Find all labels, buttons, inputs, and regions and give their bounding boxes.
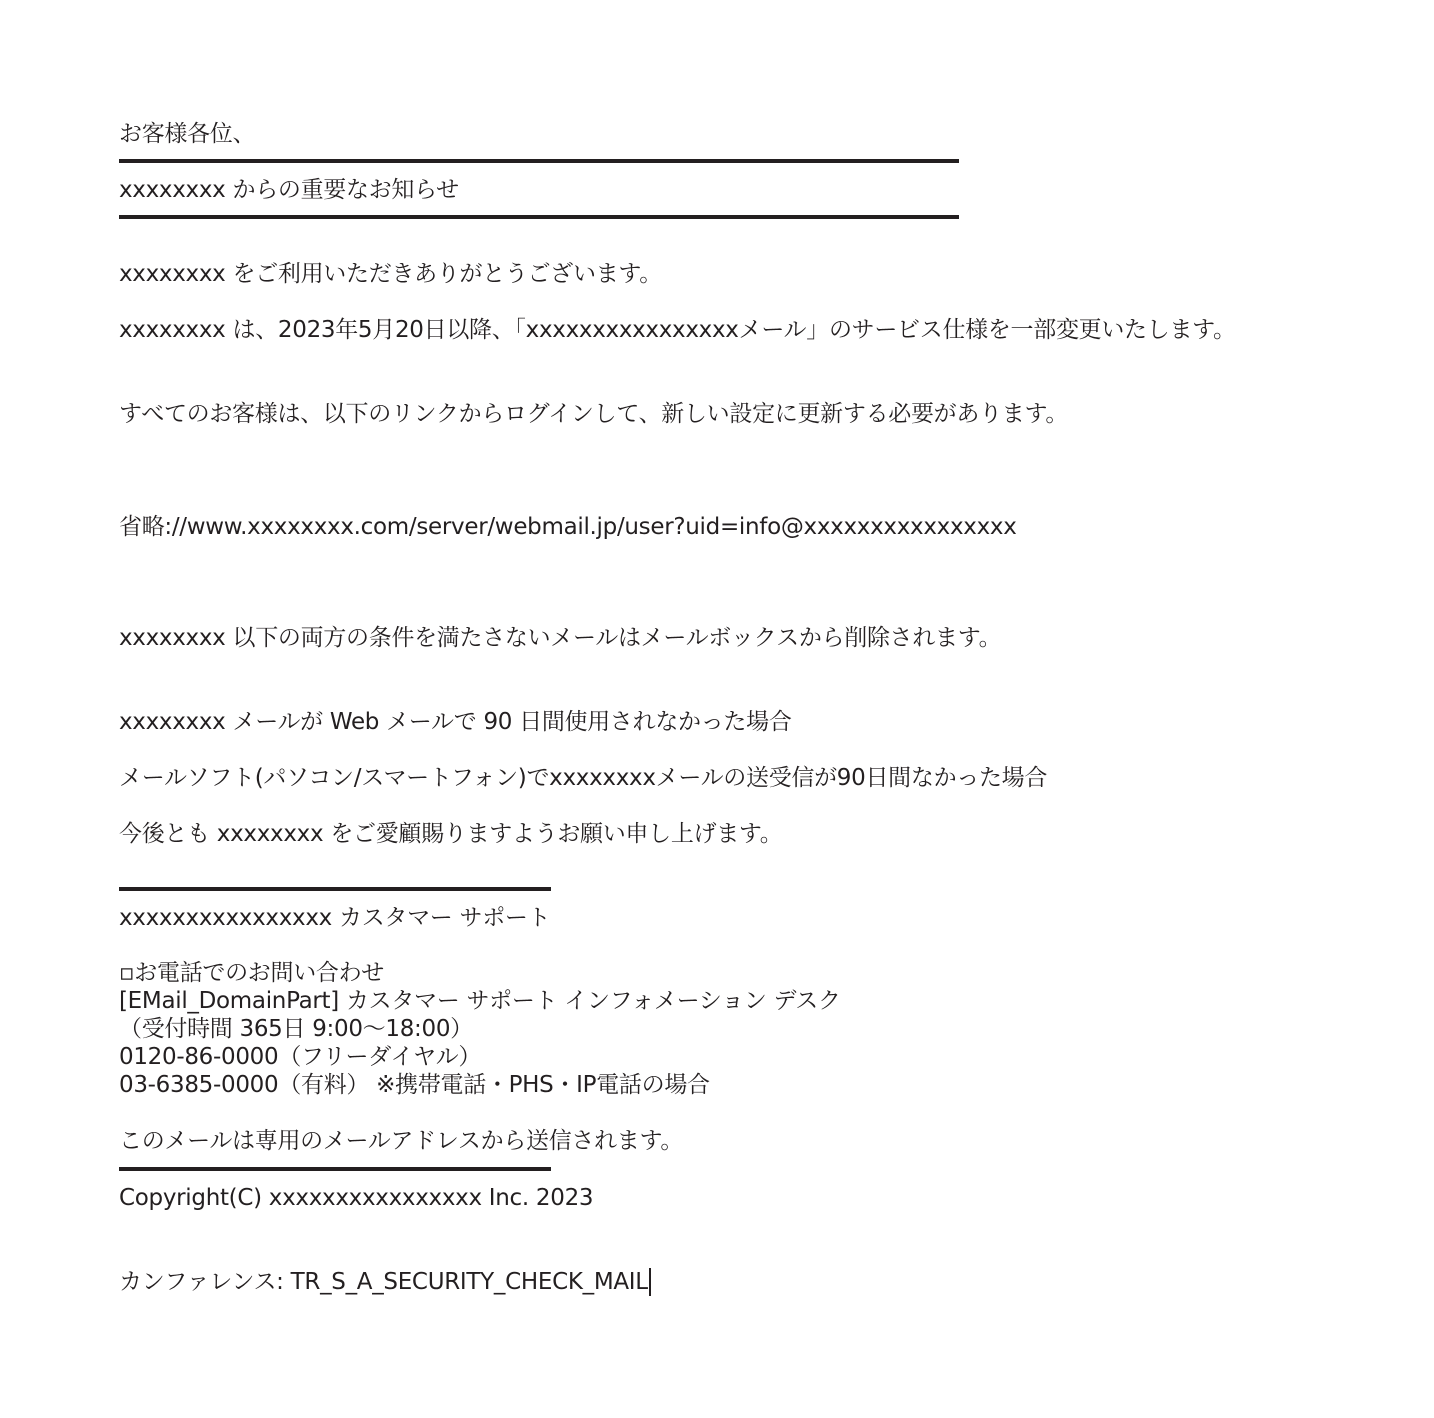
change-notice: xxxxxxxx は、2023年5月20日以降、「xxxxxxxxxxxxxxxxメール」のサービス仕様を一部変更いたします。 xyxy=(119,317,1236,343)
phone-heading: ▫お電話でのお問い合わせ xyxy=(119,960,384,986)
header-bottom-divider xyxy=(119,215,959,219)
phone-contact-block xyxy=(119,959,841,1099)
conference-text: カンファレンス: TR_S_A_SECURITY_CHECK_MAIL xyxy=(119,1269,648,1295)
footer-bottom-divider xyxy=(119,1167,551,1171)
text-cursor xyxy=(649,1268,651,1296)
conference-line xyxy=(119,1268,651,1296)
header-title: xxxxxxxx からの重要なお知らせ xyxy=(119,177,459,203)
condition-webmail: xxxxxxxx メールが Web メールで 90 日間使用されなかった場合 xyxy=(119,709,792,735)
copyright: Copyright(C) xxxxxxxxxxxxxxxx Inc. 2023 xyxy=(119,1185,594,1211)
support-desk-name: [EMail_DomainPart] カスタマー サポート インフォメーション デスク xyxy=(119,988,841,1014)
login-link[interactable]: 省略://www.xxxxxxxx.com/server/webmail.jp/user?uid=info@xxxxxxxxxxxxxxxx xyxy=(119,514,1017,540)
login-instruction: すべてのお客様は、以下のリンクからログインして、新しい設定に更新する必要があります。 xyxy=(119,401,1069,427)
sender-note: このメールは専用のメールアドレスから送信されます。 xyxy=(119,1128,684,1154)
greeting: お客様各位、 xyxy=(119,121,256,147)
header-top-divider xyxy=(119,159,959,163)
thanks-text: xxxxxxxx をご利用いただきありがとうございます。 xyxy=(119,261,662,287)
support-title: xxxxxxxxxxxxxxxx カスタマー サポート xyxy=(119,905,551,931)
closing-text: 今後とも xxxxxxxx をご愛顧賜りますようお願い申し上げます。 xyxy=(119,821,783,847)
paid-dial-number: 03-6385-0000（有料） ※携帯電話・PHS・IP電話の場合 xyxy=(119,1072,710,1098)
free-dial-number: 0120-86-0000（フリーダイヤル） xyxy=(119,1044,482,1070)
footer-top-divider xyxy=(119,887,551,891)
condition-mail-software: メールソフト(パソコン/スマートフォン)でxxxxxxxxメールの送受信が90日間なかった場合 xyxy=(119,765,1048,791)
deletion-notice: xxxxxxxx 以下の両方の条件を満たさないメールはメールボックスから削除されます。 xyxy=(119,625,1002,651)
support-hours: （受付時間 365日 9:00〜18:00） xyxy=(119,1016,473,1042)
